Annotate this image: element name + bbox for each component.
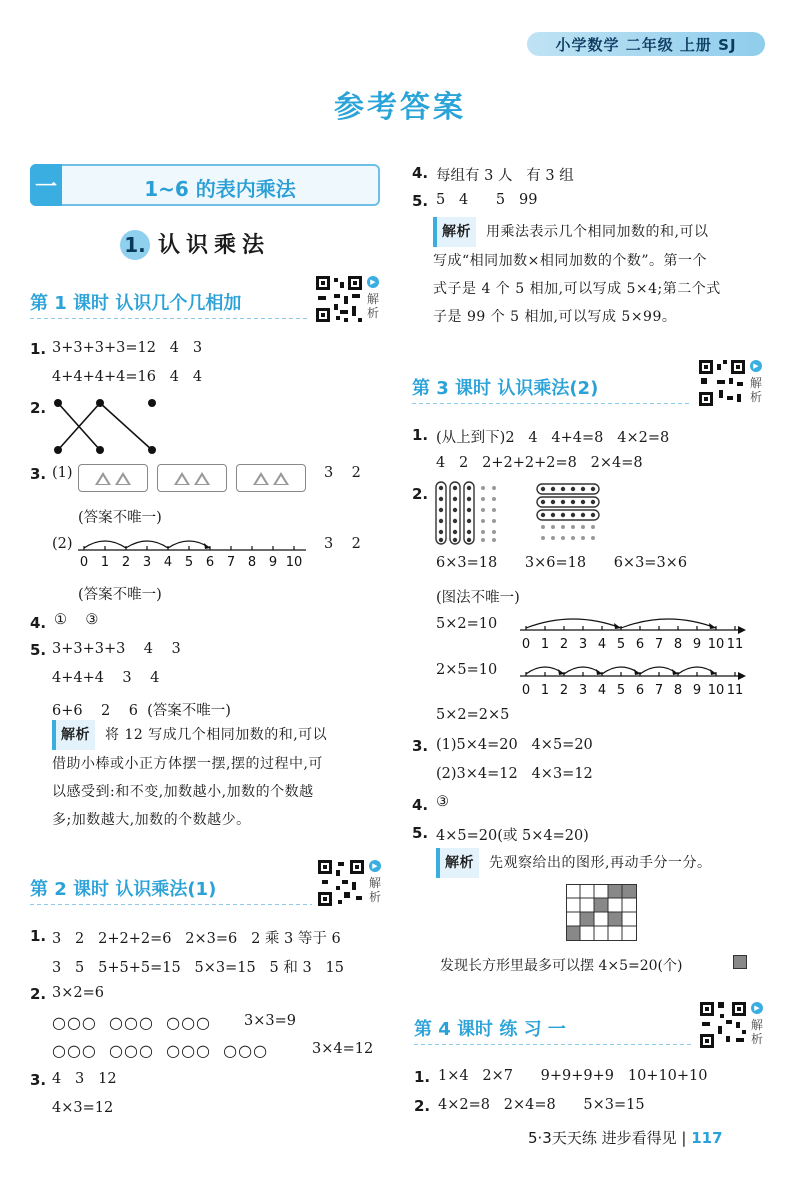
lesson-2-title: 第 2 课时 认识乘法(1) bbox=[30, 879, 217, 900]
lesson-4-title: 第 4 课时 练 习 一 bbox=[414, 1019, 566, 1040]
triangle-icon bbox=[194, 472, 210, 485]
tick-label: 11 bbox=[726, 683, 744, 698]
answer-line: 6+6 2 6 (答案不唯一) bbox=[52, 703, 231, 719]
explanation-tag: 解析 bbox=[436, 848, 479, 878]
answer-line: ① ③ bbox=[54, 612, 99, 628]
tick-label: 4 bbox=[597, 637, 607, 652]
unit-title-text: 认识乘法 bbox=[158, 233, 271, 258]
explanation bbox=[52, 720, 387, 834]
explanation bbox=[433, 217, 778, 331]
question-number: 2. bbox=[30, 399, 47, 417]
lesson-3-rule bbox=[412, 403, 692, 404]
page-title: 参考答案 bbox=[334, 90, 466, 125]
section-title: 1~6 的表内乘法 bbox=[144, 177, 296, 201]
answer-line: 4×2=8 2×4=8 5×3=15 bbox=[438, 1097, 645, 1113]
tick-label: 7 bbox=[654, 683, 664, 698]
play-icon: ▶ bbox=[750, 360, 762, 372]
answer-line: 4×5=20(或 5×4=20) bbox=[436, 828, 589, 844]
answer-line: (2)3×4=12 4×3=12 bbox=[436, 766, 593, 782]
tick-label: 7 bbox=[226, 555, 236, 570]
note: (图法不唯一) bbox=[436, 590, 520, 606]
answer-line: 4+4+4+4=16 4 4 bbox=[52, 369, 203, 385]
tick-label: 5 bbox=[616, 637, 626, 652]
tick-label: 9 bbox=[692, 683, 702, 698]
lesson-3-title: 第 3 课时 认识乘法(2) bbox=[412, 378, 599, 399]
question-number: 4. bbox=[412, 796, 429, 814]
explanation-text: 多;加数越大,加数的个数越少。 bbox=[52, 812, 251, 828]
footer-slogan: 5·3天天练 进步看得见 | bbox=[528, 1129, 687, 1147]
answer-line: 4×3=12 bbox=[52, 1100, 114, 1116]
play-icon: ▶ bbox=[367, 276, 379, 288]
tick-label: 7 bbox=[654, 637, 664, 652]
explanation-text: 子是 99 个 5 相加,可以写成 5×99。 bbox=[433, 309, 677, 325]
tick-label: 8 bbox=[247, 555, 257, 570]
answer-line: 3+3+3+3 4 3 bbox=[52, 641, 181, 657]
tick-label: 0 bbox=[521, 637, 531, 652]
note: (答案不唯一) bbox=[78, 587, 162, 603]
answer-line: (从上到下)2 4 4+4=8 4×2=8 bbox=[436, 430, 670, 446]
series-badge: 小学数学 二年级 上册 SJ bbox=[527, 32, 765, 56]
tick-label: 2 bbox=[559, 637, 569, 652]
matching-diagram bbox=[50, 395, 160, 460]
answer-line: 3×3=9 bbox=[244, 1013, 296, 1029]
tick-label: 4 bbox=[597, 683, 607, 698]
gray-square-icon bbox=[733, 955, 747, 969]
explanation-text: 先观察给出的图形,再动手分一分。 bbox=[489, 855, 712, 871]
circle-groups: ○○○ ○○○ ○○○ bbox=[52, 1013, 211, 1032]
explanation-text: 用乘法表示几个相同加数的和,可以 bbox=[486, 224, 709, 240]
question-number: 2. bbox=[412, 485, 429, 503]
triangle-icon bbox=[253, 472, 269, 485]
explanation-text: 发现长方形里最多可以摆 4×5=20(个) bbox=[440, 958, 683, 974]
answer-line: 5 4 5 99 bbox=[436, 192, 538, 208]
explanation-text: 写成“相同加数×相同加数的个数”。第一个 bbox=[433, 253, 708, 269]
answer-line: 3×2=6 bbox=[52, 985, 104, 1001]
number-line bbox=[74, 530, 314, 580]
part-label: (1) bbox=[52, 465, 73, 481]
question-number: 1. bbox=[30, 340, 47, 358]
triangle-group bbox=[236, 464, 306, 492]
tick-label: 5 bbox=[184, 555, 194, 570]
tick-label: 5 bbox=[616, 683, 626, 698]
dot-array-diagram bbox=[434, 480, 604, 546]
answer-line: 3 2 bbox=[324, 536, 361, 552]
qr-label: 解析 bbox=[749, 376, 762, 404]
tick-label: 0 bbox=[521, 683, 531, 698]
play-icon: ▶ bbox=[369, 860, 381, 872]
question-number: 5. bbox=[412, 824, 429, 842]
triangle-group bbox=[78, 464, 148, 492]
tick-label: 9 bbox=[692, 637, 702, 652]
tick-label: 11 bbox=[726, 637, 744, 652]
explanation-text: 借助小棒或小正方体摆一摆,摆的过程中,可 bbox=[52, 756, 323, 772]
answer-line: 3×4=12 bbox=[312, 1041, 374, 1057]
qr-label: 解析 bbox=[750, 1018, 763, 1046]
lesson-1-title: 第 1 课时 认识几个几相加 bbox=[30, 293, 242, 314]
triangle-icon bbox=[273, 472, 289, 485]
question-number: 3. bbox=[30, 465, 47, 483]
unit-title bbox=[120, 228, 270, 260]
tick-label: 8 bbox=[673, 637, 683, 652]
answer-line: ③ bbox=[436, 794, 449, 810]
tick-label: 4 bbox=[163, 555, 173, 570]
answer-line: 3 5 5+5+5=15 5×3=15 5 和 3 15 bbox=[52, 960, 344, 976]
explanation-tag: 解析 bbox=[433, 217, 476, 247]
tick-label: 9 bbox=[268, 555, 278, 570]
tick-label: 1 bbox=[540, 637, 550, 652]
number-line-label: 5×2=10 bbox=[436, 616, 498, 632]
explanation bbox=[436, 848, 781, 878]
explanation-tag: 解析 bbox=[52, 720, 95, 750]
tick-label: 2 bbox=[559, 683, 569, 698]
tick-label: 3 bbox=[578, 637, 588, 652]
triangle-group bbox=[157, 464, 227, 492]
tick-label: 1 bbox=[100, 555, 110, 570]
tick-label: 0 bbox=[79, 555, 89, 570]
qr-label: 解析 bbox=[368, 876, 381, 904]
lesson-1-rule bbox=[30, 318, 310, 319]
triangle-icon bbox=[115, 472, 131, 485]
number-line-1 bbox=[516, 608, 748, 654]
explanation-text: 式子是 4 个 5 相加,可以写成 5×4;第二个式 bbox=[433, 281, 721, 297]
explanation-text: 以感受到:和不变,加数越小,加数的个数越 bbox=[52, 784, 314, 800]
tick-label: 6 bbox=[635, 683, 645, 698]
play-icon: ▶ bbox=[751, 1002, 763, 1014]
tick-label: 6 bbox=[205, 555, 215, 570]
answer-line: 4+4+4 3 4 bbox=[52, 670, 160, 686]
question-number: 2. bbox=[30, 985, 47, 1003]
question-number: 1. bbox=[30, 927, 47, 945]
number-line-2 bbox=[516, 654, 748, 700]
qr-label: 解析 bbox=[366, 292, 379, 320]
answer-line: 3 2 bbox=[324, 465, 361, 481]
qr-code-icon[interactable] bbox=[314, 274, 364, 324]
tick-label: 8 bbox=[673, 683, 683, 698]
section-number: 一 bbox=[30, 164, 62, 206]
question-number: 1. bbox=[414, 1068, 431, 1086]
answer-line: 5×2=2×5 bbox=[436, 707, 510, 723]
question-number: 1. bbox=[412, 426, 429, 444]
tick-label: 6 bbox=[635, 637, 645, 652]
answer-line: 4 3 12 bbox=[52, 1071, 117, 1087]
qr-code-icon[interactable] bbox=[697, 358, 747, 408]
tick-label: 3 bbox=[578, 683, 588, 698]
triangle-icon bbox=[95, 472, 111, 485]
unit-number: 1. bbox=[120, 230, 150, 260]
grid-diagram bbox=[566, 884, 638, 942]
note: (答案不唯一) bbox=[78, 510, 162, 526]
qr-code-icon[interactable] bbox=[698, 1000, 748, 1050]
tick-label: 3 bbox=[142, 555, 152, 570]
triangle-icon bbox=[174, 472, 190, 485]
tick-label: 1 bbox=[540, 683, 550, 698]
tick-label: 2 bbox=[121, 555, 131, 570]
answer-line: 4 2 2+2+2+2=8 2×4=8 bbox=[436, 455, 643, 471]
explanation-text: 将 12 写成几个相同加数的和,可以 bbox=[105, 727, 328, 743]
answer-line: 6×3=18 3×6=18 6×3=3×6 bbox=[436, 555, 688, 571]
question-number: 3. bbox=[30, 1071, 47, 1089]
part-label: (2) bbox=[52, 536, 73, 552]
question-number: 5. bbox=[412, 192, 429, 210]
qr-code-icon[interactable] bbox=[316, 858, 366, 908]
question-number: 3. bbox=[412, 737, 429, 755]
number-line-label: 2×5=10 bbox=[436, 662, 498, 678]
answer-line: 每组有 3 人 有 3 组 bbox=[436, 168, 574, 184]
tick-label: 10 bbox=[285, 555, 303, 570]
lesson-4-rule bbox=[414, 1044, 694, 1045]
answer-line: (1)5×4=20 4×5=20 bbox=[436, 737, 593, 753]
question-number: 4. bbox=[412, 164, 429, 182]
tick-label: 10 bbox=[707, 683, 725, 698]
page-footer bbox=[528, 1127, 723, 1148]
question-number: 5. bbox=[30, 641, 47, 659]
page-number: 117 bbox=[691, 1129, 723, 1147]
lesson-2-rule bbox=[30, 904, 312, 905]
answer-line: 1×4 2×7 9+9+9+9 10+10+10 bbox=[438, 1068, 708, 1084]
tick-label: 10 bbox=[707, 637, 725, 652]
question-number: 4. bbox=[30, 614, 47, 632]
answer-line: 3 2 2+2+2=6 2×3=6 2 乘 3 等于 6 bbox=[52, 931, 341, 947]
circle-groups: ○○○ ○○○ ○○○ ○○○ bbox=[52, 1041, 269, 1060]
question-number: 2. bbox=[414, 1097, 431, 1115]
answer-line: 3+3+3+3=12 4 3 bbox=[52, 340, 203, 356]
